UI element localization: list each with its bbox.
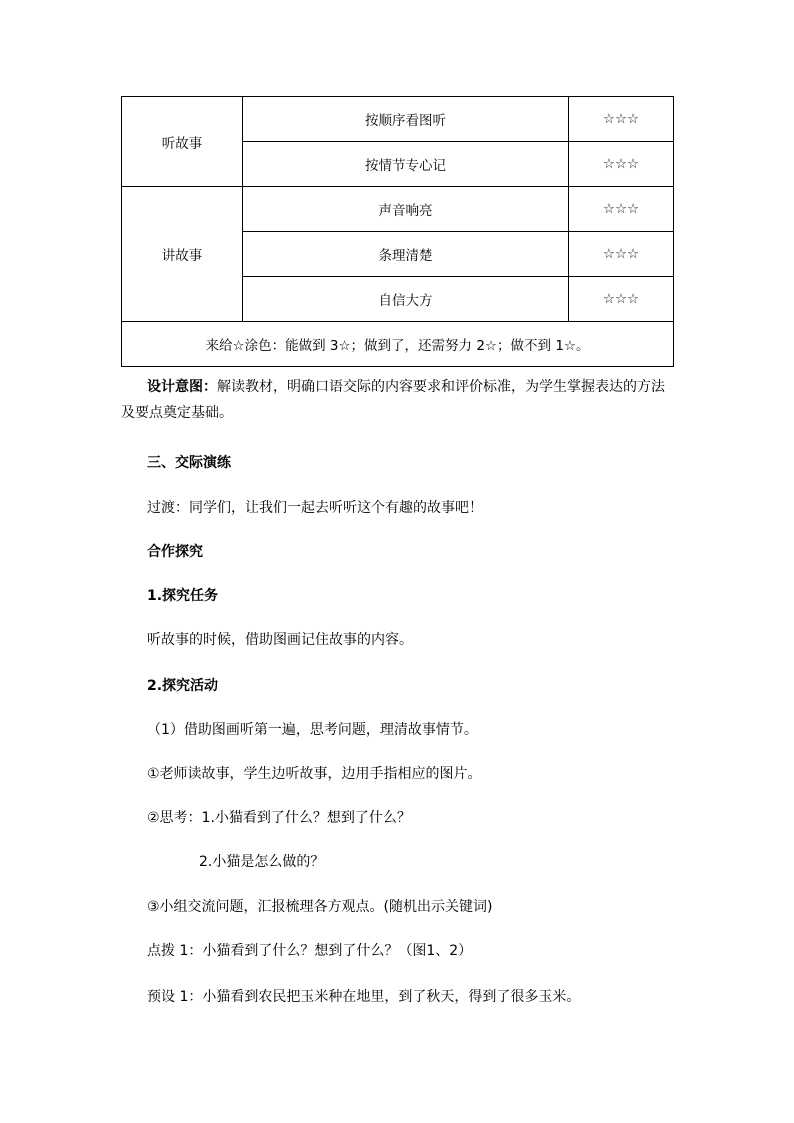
task-text: 听故事的时候，借助图画记住故事的内容。	[147, 632, 413, 648]
star-rating: ☆☆☆	[569, 232, 674, 277]
category-tell: 讲故事	[122, 187, 243, 322]
star-rating: ☆☆☆	[569, 187, 674, 232]
criterion-cell: 按顺序看图听	[243, 97, 569, 142]
step-1a: ①老师读故事，学生边听故事，边用手指相应的图片。	[147, 766, 482, 782]
section-title: 三、交际演练	[147, 455, 231, 471]
table-row	[122, 97, 674, 142]
transition-text: 过渡：同学们，让我们一起去听听这个有趣的故事吧！	[147, 500, 483, 516]
criterion-cell: 条理清楚	[243, 232, 569, 277]
step-1b-2: 2.小猫是怎么做的？	[199, 854, 325, 870]
task-title: 1.探究任务	[147, 588, 219, 604]
evaluation-table	[121, 96, 674, 367]
design-intent-text: 解读教材，明确口语交际的内容要求和评价标准，为学生掌握表达的方法及要点奠定基础。	[121, 379, 665, 421]
step-1c: ③小组交流问题，汇报梳理各方观点。(随机出示关键词)	[147, 899, 493, 915]
rating-note: 来给☆涂色：能做到 3☆；做到了，还需努力 2☆；做不到 1☆。	[122, 322, 674, 367]
criterion-cell: 声音响亮	[243, 187, 569, 232]
activity-title: 2.探究活动	[147, 678, 219, 694]
coop-title: 合作探究	[147, 544, 203, 560]
criterion-cell: 自信大方	[243, 277, 569, 322]
star-rating: ☆☆☆	[569, 142, 674, 187]
step-1b: ②思考：1.小猫看到了什么？想到了什么？	[147, 810, 411, 826]
design-intent-label: 设计意图：	[147, 379, 217, 395]
star-rating: ☆☆☆	[569, 277, 674, 322]
design-intent-paragraph	[121, 374, 674, 426]
preset-1: 预设 1：小猫看到农民把玉米种在地里，到了秋天，得到了很多玉米。	[147, 989, 581, 1005]
category-listen: 听故事	[122, 97, 243, 187]
table-row	[122, 187, 674, 232]
star-rating: ☆☆☆	[569, 97, 674, 142]
hint-1: 点拨 1：小猫看到了什么？想到了什么？（图1、2）	[147, 943, 473, 959]
table-row	[122, 322, 674, 367]
criterion-cell: 按情节专心记	[243, 142, 569, 187]
step-1: （1）借助图画听第一遍，思考问题，理清故事情节。	[147, 722, 478, 738]
